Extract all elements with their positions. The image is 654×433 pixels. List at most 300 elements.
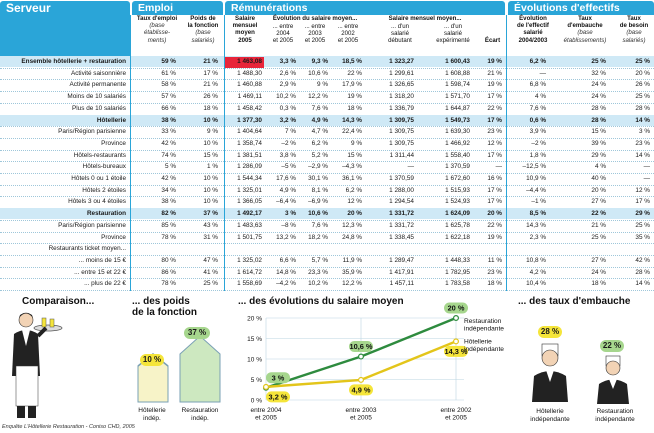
table-cell <box>470 243 502 254</box>
table-cell: 36,1 % <box>342 175 362 182</box>
table-cell: 12,3 % <box>342 221 362 229</box>
table-cell: 1 624,09 <box>445 210 470 218</box>
table-cell: –8 % <box>281 221 296 229</box>
table-cell: 1 544,34 <box>237 175 262 182</box>
table-cell: 29 % <box>591 151 606 159</box>
table-cell: 28 % <box>635 104 650 112</box>
poids-hotellerie-bubble: 10 % <box>140 354 164 366</box>
table-cell: 1 311,44 <box>389 151 414 159</box>
table-cell: 1 571,70 <box>445 93 470 101</box>
table-cell <box>514 243 546 254</box>
table-cell: 1 318,20 <box>389 93 414 101</box>
table-cell: –6,4 % <box>276 198 296 206</box>
table-cell: 30,1 % <box>308 175 328 182</box>
x-tick-label: entre 2004 et 2005 <box>250 407 282 422</box>
table-cell: 1 448,33 <box>445 256 470 264</box>
table-cell: 1 460,88 <box>237 81 262 89</box>
y-tick-label: 0 % <box>250 397 262 405</box>
table-row <box>0 91 654 102</box>
table-row <box>0 79 654 90</box>
table-cell: 17,6 % <box>276 175 296 182</box>
header-salaire-moyen: Salaire mensuel moyen 2005 <box>232 15 258 44</box>
table-cell: 1 370,59 <box>445 163 470 171</box>
table-cell: 17,9 % <box>342 81 362 89</box>
table-cell: 31 % <box>203 233 218 241</box>
table-cell: 1 309,75 <box>389 139 414 147</box>
table-cell: 22 % <box>347 69 362 77</box>
table-cell: 7,6 % <box>311 104 328 112</box>
table-cell: 17 % <box>487 186 502 194</box>
table-cell: 4 % <box>594 163 606 171</box>
table-cell: 3 % <box>284 210 296 218</box>
table-cell: 1 331,72 <box>389 221 414 229</box>
table-cell: 74 % <box>161 151 176 159</box>
legend-label: Hôtellerie indépendante <box>464 338 504 353</box>
table-cell: 1 483,63 <box>237 221 262 229</box>
table-cell: 33 % <box>161 128 176 136</box>
table-cell: 10 % <box>203 198 218 206</box>
table-cell: 1 558,40 <box>445 151 470 159</box>
table-cell <box>574 243 606 254</box>
embauche-restauration-bubble: 22 % <box>600 340 624 352</box>
table-cell: 1 558,69 <box>237 280 262 288</box>
header-evolution-salaire: Évolution du salaire moyen... <box>272 15 358 22</box>
table-cell: 10,9 % <box>526 175 546 182</box>
table-cell: 26 % <box>635 81 650 89</box>
table-cell: 24 % <box>591 81 606 89</box>
row-divider <box>0 290 654 291</box>
table-row <box>0 220 654 231</box>
row-label: Hôtels 3 ou 4 étoiles <box>68 198 126 206</box>
embauche-hotellerie-bubble: 28 % <box>538 326 562 338</box>
table-cell: 1 % <box>206 163 218 171</box>
table-row <box>0 255 654 266</box>
header-salarie-experimente: ... d'un salarié expérimenté <box>436 23 470 45</box>
table-cell: 38 % <box>161 198 176 206</box>
table-cell: 1 608,88 <box>445 69 470 77</box>
table-cell: 82 % <box>161 210 176 218</box>
table-cell: 19 % <box>487 233 502 241</box>
row-label: Restauration <box>86 210 126 218</box>
table-cell: 18,2 % <box>308 233 328 241</box>
section-title-evolutions: Évolutions d'effectifs <box>508 1 654 15</box>
table-cell: 9 % <box>350 139 362 147</box>
table-cell <box>618 243 650 254</box>
header-salarie-debutant: ... d'un salarié débutant <box>388 23 412 45</box>
table-cell: –4,3 % <box>342 163 362 171</box>
column-separator <box>506 15 507 291</box>
table-cell: 17 % <box>487 93 502 101</box>
table-cell: 21 % <box>203 81 218 89</box>
table-cell: 25 % <box>203 280 218 288</box>
table-cell: 1 377,30 <box>237 116 262 124</box>
data-label: 3,2 % <box>268 392 288 402</box>
table-cell: 25 % <box>635 93 650 101</box>
table-cell: 16 % <box>487 175 502 182</box>
header-taux-emploi: Taux d'emploi (base établisse- ments) <box>136 15 178 44</box>
data-label: 4,9 % <box>351 385 371 395</box>
table-cell: 1 625,78 <box>445 221 470 229</box>
table-cell: 7,6 % <box>529 104 546 112</box>
data-label: 10,6 % <box>349 342 373 352</box>
table-cell: 61 % <box>161 69 176 77</box>
table-cell: 4 % <box>534 93 546 101</box>
table-cell: 10 % <box>203 139 218 147</box>
table-cell: 15 % <box>203 151 218 159</box>
table-cell: 12,2 % <box>342 280 362 288</box>
table-cell: 1 469,11 <box>237 93 262 101</box>
table-cell: 78 % <box>161 280 176 288</box>
row-label: Province <box>101 233 126 241</box>
table-cell: 24,8 % <box>342 233 362 241</box>
table-cell: 85 % <box>161 221 176 229</box>
table-cell: — <box>407 163 414 171</box>
table-cell: 23 % <box>487 128 502 136</box>
table-cell: 10 % <box>203 186 218 194</box>
left-header-band <box>0 15 130 56</box>
table-cell: –2,9 % <box>308 163 328 171</box>
table-cell: 10 % <box>203 175 218 182</box>
row-label: Hôtels 2 étoiles <box>82 186 126 194</box>
table-cell: –4,2 % <box>276 280 296 288</box>
table-cell: 1,8 % <box>529 151 546 159</box>
table-cell: 27 % <box>591 256 606 264</box>
table-row <box>0 208 654 219</box>
table-cell: 17 % <box>203 69 218 77</box>
y-tick-label: 5 % <box>250 377 262 384</box>
header-evolution-effectif: Évolution de l'effectif salarié 2004/2003 <box>517 15 549 44</box>
table-cell: 20 % <box>635 69 650 77</box>
row-label: ... entre 15 et 22 € <box>74 268 126 276</box>
embauche-title: ... des taux d'embauche <box>518 296 631 307</box>
table-cell: 9 % <box>316 81 328 89</box>
table-cell: 18 % <box>487 280 502 288</box>
table-cell: 42 % <box>161 139 176 147</box>
table-cell: 1 549,73 <box>445 116 470 124</box>
row-label: Activité saisonnière <box>70 69 126 77</box>
table-cell: 6,8 % <box>529 81 546 89</box>
table-cell: 12 % <box>635 186 650 194</box>
table-cell: 34 % <box>161 186 176 194</box>
table-cell: 19 % <box>347 93 362 101</box>
table-cell: 26 % <box>203 93 218 101</box>
table-cell: 20 % <box>591 186 606 194</box>
table-cell: 10,6 % <box>308 69 328 77</box>
table-cell: 3 % <box>638 128 650 136</box>
row-label: ... plus de 22 € <box>84 280 126 288</box>
table-cell <box>330 243 362 254</box>
house-large-icon <box>178 334 222 406</box>
table-cell: 10,2 % <box>276 93 296 101</box>
table-cell <box>144 243 176 254</box>
table-cell: 4,7 % <box>311 128 328 136</box>
table-cell: 1 524,93 <box>445 198 470 206</box>
table-cell: 22,4 % <box>342 128 362 136</box>
table-cell: –1 % <box>531 198 546 206</box>
table-cell: 7,6 % <box>311 221 328 229</box>
table-cell: 59 % <box>161 58 176 65</box>
table-cell: 47 % <box>203 256 218 264</box>
table-cell: 12 % <box>347 198 362 206</box>
data-point <box>359 354 364 359</box>
table-row <box>0 138 654 149</box>
table-cell: 1 404,64 <box>237 128 262 136</box>
table-cell: 8,5 % <box>529 210 546 218</box>
table-cell <box>296 243 328 254</box>
table-cell: 1 323,27 <box>389 58 414 65</box>
table-cell: 15 % <box>591 128 606 136</box>
table-cell: 14 % <box>635 280 650 288</box>
table-cell: 22 % <box>487 104 502 112</box>
salary-evolution-chart <box>230 303 510 428</box>
table-cell <box>230 243 262 254</box>
table-cell: 1 622,18 <box>445 233 470 241</box>
table-cell: 4,9 % <box>279 186 296 194</box>
row-label: Restaurants ticket moyen... <box>48 245 126 253</box>
data-label: 14,3 % <box>444 346 468 356</box>
data-label: 20 % <box>447 303 465 313</box>
table-row <box>0 267 654 278</box>
table-cell <box>264 243 296 254</box>
table-cell: 1 598,74 <box>445 81 470 89</box>
table-cell: 10,6 % <box>308 210 328 218</box>
embauche-hotellerie-label: Hôtellerie indépendante <box>530 408 570 423</box>
data-point <box>454 316 459 321</box>
table-cell: 78 % <box>161 233 176 241</box>
table-cell: 14 % <box>635 116 650 124</box>
table-cell: 21 % <box>487 69 502 77</box>
table-cell: 27 % <box>591 198 606 206</box>
header-evol-2003: ... entre 2003 et 2005 <box>304 23 326 45</box>
table-cell: 43 % <box>203 221 218 229</box>
header-evol-2004: ... entre 2004 et 2005 <box>272 23 294 45</box>
table-cell: 12 % <box>487 139 502 147</box>
table-cell: 1 299,61 <box>389 69 414 77</box>
table-cell: 66 % <box>161 104 176 112</box>
data-label: 3 % <box>271 373 285 383</box>
table-row <box>0 103 654 114</box>
poids-restauration-bubble: 37 % <box>184 327 210 339</box>
table-cell: 22 % <box>591 210 606 218</box>
table-row <box>0 278 654 289</box>
table-cell: 19 % <box>487 58 502 65</box>
poids-hotellerie-label: Hôtellerie indép. <box>138 407 166 422</box>
table-cell: 14,8 % <box>276 268 296 276</box>
table-cell: 1 417,91 <box>389 268 414 276</box>
y-tick-label: 15 % <box>247 336 262 343</box>
table-cell: 0,6 % <box>529 116 546 124</box>
row-label: Paris/Région parisienne <box>58 221 126 229</box>
table-cell: 3,8 % <box>279 151 296 159</box>
table-cell: 1 331,72 <box>389 210 414 218</box>
chef-restauration-icon <box>594 350 632 406</box>
table-cell: 2,9 % <box>279 81 296 89</box>
table-cell: 1 336,79 <box>389 104 414 112</box>
table-cell: 1 326,65 <box>389 81 414 89</box>
table-cell: 5,7 % <box>311 256 328 264</box>
table-cell: 41 % <box>203 268 218 276</box>
table-row <box>0 56 654 67</box>
table-row <box>0 173 654 184</box>
header-ecart: Écart <box>484 37 501 44</box>
table-cell: 10,8 % <box>526 256 546 264</box>
table-cell: 10,2 % <box>308 280 328 288</box>
table-cell: 32 % <box>591 69 606 77</box>
table-cell: 1 381,51 <box>237 151 262 159</box>
data-point <box>359 378 364 383</box>
table-cell: 2,3 % <box>529 233 546 241</box>
table-cell: 1 515,93 <box>445 186 470 194</box>
table-cell: 1 501,75 <box>237 233 262 241</box>
table-cell: 9 % <box>206 128 218 136</box>
table-cell: 1 458,42 <box>237 104 262 112</box>
table-cell: 13,2 % <box>276 233 296 241</box>
table-cell: 28 % <box>591 116 606 124</box>
table-row <box>0 150 654 161</box>
table-cell: 4,9 % <box>311 116 328 124</box>
table-cell: 1 309,75 <box>389 116 414 124</box>
table-cell: 11 % <box>487 256 502 264</box>
table-cell: 1 782,95 <box>445 268 470 276</box>
table-cell: 1 600,43 <box>445 58 470 65</box>
table-cell: 29 % <box>635 210 650 218</box>
table-cell: 38 % <box>161 116 176 124</box>
table-cell: 8,1 % <box>311 186 328 194</box>
table-cell: 1 783,58 <box>445 280 470 288</box>
table-cell: 21 % <box>203 58 218 65</box>
embauche-restauration-label: Restauration indépendante <box>595 408 635 423</box>
table-cell: 25 % <box>591 233 606 241</box>
x-tick-label: entre 2002 et 2005 <box>440 407 472 422</box>
table-cell: –5 % <box>281 163 296 171</box>
table-cell: 37 % <box>203 210 218 218</box>
table-cell: 3,3 % <box>279 58 296 65</box>
table-cell: –2 % <box>531 139 546 147</box>
table-cell: 17 % <box>487 198 502 206</box>
table-cell: 1 289,47 <box>389 256 414 264</box>
table-cell: 58 % <box>161 81 176 89</box>
table-cell: 35,9 % <box>342 268 362 276</box>
row-label: Hôtellerie <box>96 116 126 124</box>
table-cell: 42 % <box>635 256 650 264</box>
table-cell: 1 325,02 <box>237 256 262 264</box>
table-cell: 1 338,45 <box>389 233 414 241</box>
table-cell: 1 358,74 <box>237 139 262 147</box>
table-cell: 4,2 % <box>529 268 546 276</box>
table-cell: 12,2 % <box>308 93 328 101</box>
table-cell: 18 % <box>591 280 606 288</box>
table-cell: 1 294,54 <box>389 198 414 206</box>
table-cell: 10 % <box>203 116 218 124</box>
table-cell: 20 % <box>347 210 362 218</box>
data-point <box>454 339 459 344</box>
table-cell: 1 466,92 <box>445 139 470 147</box>
table-cell: — <box>539 69 546 77</box>
table-cell: 25 % <box>635 58 650 65</box>
table-row <box>0 243 654 254</box>
table-cell: 23 % <box>487 268 502 276</box>
comparaison-title: Comparaison... <box>22 296 95 307</box>
column-separator <box>224 15 225 291</box>
row-label: Hôtels 0 ou 1 étoile <box>71 175 126 182</box>
table-cell: 25 % <box>635 221 650 229</box>
table-cell: 1 644,87 <box>445 104 470 112</box>
table-cell: 39 % <box>591 139 606 147</box>
waiter-illustration <box>4 306 66 422</box>
table-cell <box>186 243 218 254</box>
header-poids-fonction: Poids de la fonction (base salariés) <box>187 15 219 44</box>
row-label: Activité permanente <box>69 81 126 89</box>
table-cell: 23 % <box>635 139 650 147</box>
table-cell: 21 % <box>591 221 606 229</box>
table-cell: 1 463,08 <box>237 58 262 65</box>
table-cell: 22 % <box>487 221 502 229</box>
table-row <box>0 115 654 126</box>
table-cell: 15 % <box>347 151 362 159</box>
table-cell: 20 % <box>487 210 502 218</box>
table-cell: 6,6 % <box>279 256 296 264</box>
table-cell: –4,4 % <box>526 186 546 194</box>
table-cell: 7 % <box>284 128 296 136</box>
header-salaire-mensuel-moyen: Salaire mensuel moyen... <box>388 15 462 22</box>
table-cell: 80 % <box>161 256 176 264</box>
table-cell: 24 % <box>591 93 606 101</box>
table-cell: 5,2 % <box>311 151 328 159</box>
table-cell: 17 % <box>487 116 502 124</box>
table-cell: 14,3 % <box>342 116 362 124</box>
table-cell: 6,2 % <box>529 58 546 65</box>
row-label: Plus de 10 salariés <box>72 104 126 112</box>
poids-restauration-label: Restauration indép. <box>181 407 219 422</box>
table-cell <box>382 243 414 254</box>
row-label: Province <box>101 139 126 147</box>
table-cell: 57 % <box>161 93 176 101</box>
row-label: Hôtels-bureaux <box>82 163 126 171</box>
column-separator <box>130 15 131 291</box>
table-cell: 24 % <box>591 268 606 276</box>
table-cell: 1 366,05 <box>237 198 262 206</box>
table-cell: 1 614,72 <box>237 268 262 276</box>
table-cell: — <box>643 163 650 171</box>
row-label: Paris/Région parisienne <box>58 128 126 136</box>
row-label: Hôtels-restaurants <box>73 151 126 159</box>
section-title-emploi: Emploi <box>132 1 223 15</box>
table-cell: 11,9 % <box>342 256 362 264</box>
table-cell: 19 % <box>487 81 502 89</box>
table-row <box>0 161 654 172</box>
table-cell: 86 % <box>161 268 176 276</box>
table-cell: –12,5 % <box>522 163 546 171</box>
table-cell: 1 288,00 <box>389 186 414 194</box>
y-tick-label: 20 % <box>247 315 262 323</box>
table-cell: 35 % <box>635 233 650 241</box>
table-cell: 1 672,60 <box>445 175 470 182</box>
table-cell: 1 488,30 <box>237 69 262 77</box>
table-cell: 1 492,17 <box>237 210 262 218</box>
table-cell: 14 % <box>635 151 650 159</box>
section-title-remunerations: Rémunérations <box>225 1 505 15</box>
table-cell: 28 % <box>635 268 650 276</box>
table-cell: 1 639,30 <box>445 128 470 136</box>
table-cell: 1 457,11 <box>389 280 414 288</box>
table-cell: 17 % <box>487 151 502 159</box>
table-cell: 3,2 % <box>279 116 296 124</box>
source-note: Enquête L'Hôtellerie Restauration - Coniso CHD, 2005 <box>2 424 135 430</box>
table-cell: 6,2 % <box>311 139 328 147</box>
table-cell: — <box>643 175 650 182</box>
header-taux-embauche: Taux d'embauche (base établissements) <box>563 15 607 44</box>
table-cell: 0,3 % <box>279 104 296 112</box>
